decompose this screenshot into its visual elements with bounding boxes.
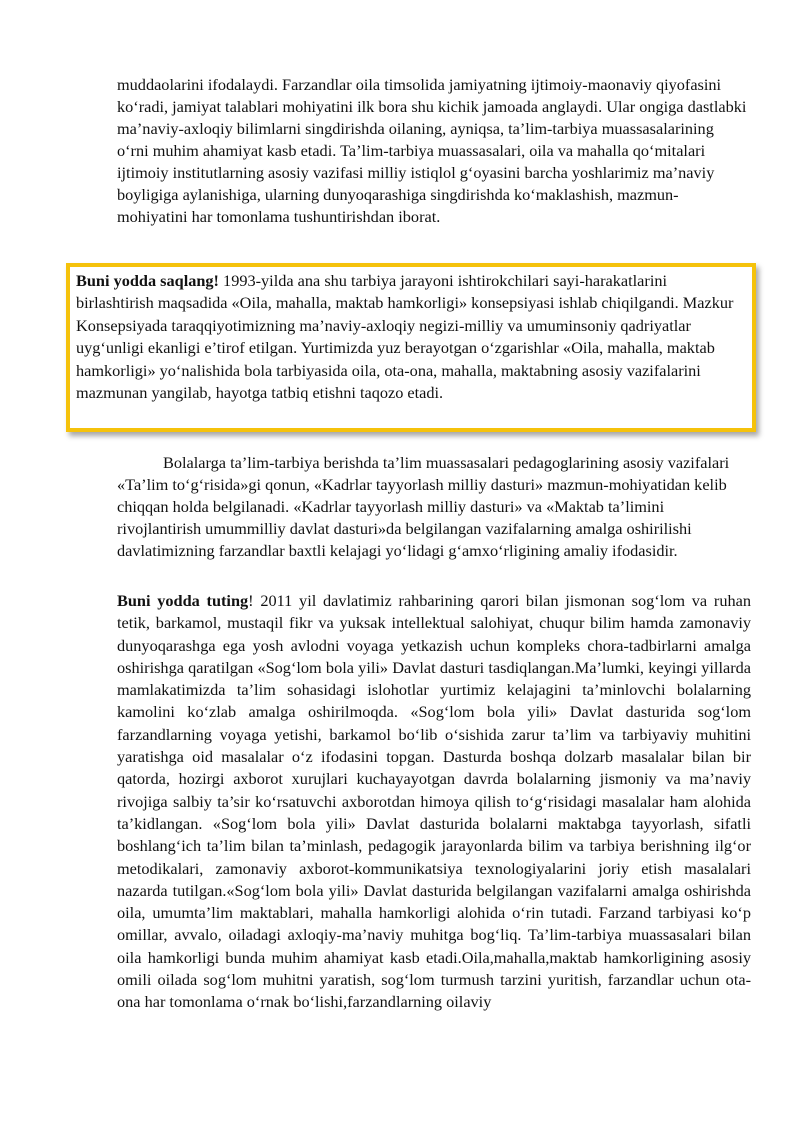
paragraph-education-text: Bolalarga ta’lim-tarbiya berishda ta’lim muassasalari pedagoglarining asosiy vazifalari «Ta’lim to‘g‘risida»gi qonun, «Kadrlar tayyorlash milliy dasturi» mazmun-mohiyatidan kelib chiqqan holda belgilanadi. «Kadrlar tayyorlash milliy dasturi» va «Maktab ta’limini rivojlantirish umummilliy davlat dasturi»da belgilangan vazifalarning amalga oshirilishi davlatimizning farzandlar baxtli kelajagi yo‘lidagi g‘amxo‘rligining amaliy ifodasidir. [117,453,730,560]
paragraph-healthy-child-lead: Buni yodda tuting [117,591,249,610]
remember-callout-box [66,263,756,432]
callout-lead: Buni yodda saqlang! [76,271,219,290]
callout-paragraph [76,270,746,404]
callout-text: 1993-yilda ana shu tarbiya jarayoni ishtirokchilari sayi-harakatlarini birlashtirish maqsadida «Oila, mahalla, maktab hamkorligi» konsepsiyasi ishlab chiqilgandi. Mazkur Konsepsiyada taraqqiyotimizning ma’naviy-axloqiy negizi-milliy va umuminsoniy qadriyatlar uyg‘unligi ekanligi e’tirof etilgan. Yurtimizda yuz berayotgan o‘zgarishlar «Oila, mahalla, maktab hamkorligi» yo‘nalishida bola tarbiyasida oila, ota-ona, mahalla, maktabning asosiy vazifalarini mazmunan yangilab, hayotga tatbiq etishni taqozo etadi. [76,271,734,403]
paragraph-intro: muddaolarini ifodalaydi. Farzandlar oila timsolida jamiyatning ijtimoiy-maonaviy qiyofasini ko‘radi, jamiyat talablari mohiyatini ilk bora shu kichik jamoada anglaydi. Ular ongiga dastlabki ma’naviy-axloqiy bilimlarni singdirishda oilaning, ayniqsa, ta’lim-tarbiya muassasalarining o‘rni muhim ahamiyat kasb etadi. Ta’lim-tarbiya muassasalari, oila va mahalla qo‘mitalari ijtimoiy institutlarning asosiy vazifasi milliy istiqlol g‘oyasini barcha yoshlarimiz ma’naviy boyligiga aylanishiga, ularning dunyoqarashiga singdirishda ko‘maklashish, mazmun-mohiyatini har tomonlama tushuntirishdan iborat. [117,75,747,226]
paragraph-education [117,452,749,562]
paragraph-healthy-child [117,590,751,1014]
paragraph-healthy-child-text: ! 2011 yil davlatimiz rahbarining qarori bilan jismonan sog‘lom va ruhan tetik, barkamol, mustaqil fikr va yuksak intellektual salohiyat, chuqur bilim hamda zamonaviy dunyoqarashga ega yosh avlodni voyaga yetkazish uchun kompleks chora-tadbirlarni amalga oshirishga qaratilgan «Sog‘lom bola yili» Davlat dasturi tasdiqlangan.Ma’lumki, keyingi yillarda mamlakatimizda ta’lim sohasidagi islohotlar yurtimiz kelajagini ta’minlovchi bolalarning kamolini ko‘zlab amalga oshirilmoqda. «Sog‘lom bola yili» Davlat dasturida sog‘lom farzandlarning voyaga yetishi, barkamol bo‘lib o‘sishida zarur ta’lim va tarbiyaviy muhitini yaratishga oid masalalar o‘z ifodasini topgan. Dasturda boshqa dolzarb masalalar bilan bir qatorda, hozirgi axborot xurujlari kuchayayotgan davrda bolalarning jismoniy va ma’naviy rivojiga salbiy ta’sir ko‘rsatuvchi axborotdan himoya qilish to‘g‘risidagi masalalar ham alohida ta’kidlangan. «Sog‘lom bola yili» Davlat dasturida bolalarni maktabga tayyorlash, sifatli boshlang‘ich ta’lim bilan ta’minlash, pedagogik jarayonlarda bilim va tarbiya berishning ilg‘or metodikalari, zamonaviy axborot-kommunikatsiya texnologiyalarini joriy etish masalalari nazarda tutilgan.«Sog‘lom bola yili» Davlat dasturida belgilangan vazifalarni amalga oshirishda oila, umumta’lim maktablari, mahalla hamkorligi alohida o‘rin tutadi. Farzand tarbiyasi ko‘p omillar, avvalo, oiladagi axloqiy-ma’naviy muhitga bog‘liq. Ta’lim-tarbiya muassasalari bilan oila hamkorligi bunda muhim ahamiyat kasb etadi.Oila,mahalla,maktab hamkorligining asosiy omili oilada sog‘lom muhitni yaratish, sog‘lom turmush tarzini yuritish, farzandlar uchun ota-ona har tomonlama o‘rnak bo‘lishi,farzandlarning oilaviy [117,591,751,1012]
